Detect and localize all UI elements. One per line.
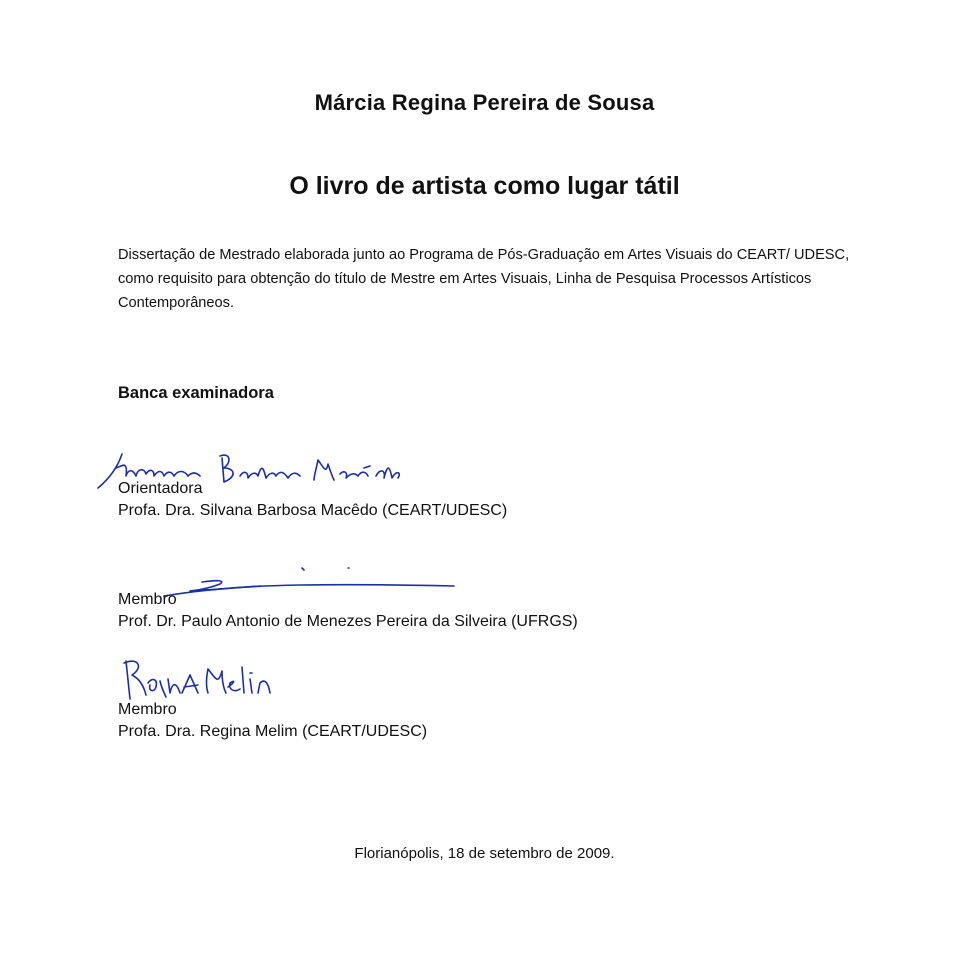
- author-name: Márcia Regina Pereira de Sousa: [314, 90, 655, 115]
- signature-regina: [118, 653, 298, 705]
- member-name: Profa. Dra. Regina Melim (CEART/UDESC): [118, 723, 428, 740]
- member-role: Membro: [118, 701, 177, 718]
- examining-board-heading: Banca examinadora: [118, 384, 274, 402]
- board-member-regina: [118, 699, 818, 743]
- board-member-paulo: [118, 589, 818, 633]
- member-role: Orientadora: [118, 480, 203, 497]
- board-member-advisor: [118, 478, 818, 522]
- member-name: Prof. Dr. Paulo Antonio de Menezes Pereira da Silveira (UFRGS): [118, 613, 578, 630]
- dissertation-description: Dissertação de Mestrado elaborada junto ao Programa de Pós-Graduação em Artes Visuais do CEART/ UDESC, como requisito para obtenção do título de Mestre em Artes Visuais, Linha de Pesquisa Processos Artísticos Contemporâneos.: [118, 247, 850, 311]
- document-title: O livro de artista como lugar tátil: [289, 172, 680, 200]
- place-and-date: Florianópolis, 18 de setembro de 2009.: [354, 845, 615, 862]
- member-name: Profa. Dra. Silvana Barbosa Macêdo (CEART/UDESC): [118, 502, 508, 519]
- member-role: Membro: [118, 591, 177, 608]
